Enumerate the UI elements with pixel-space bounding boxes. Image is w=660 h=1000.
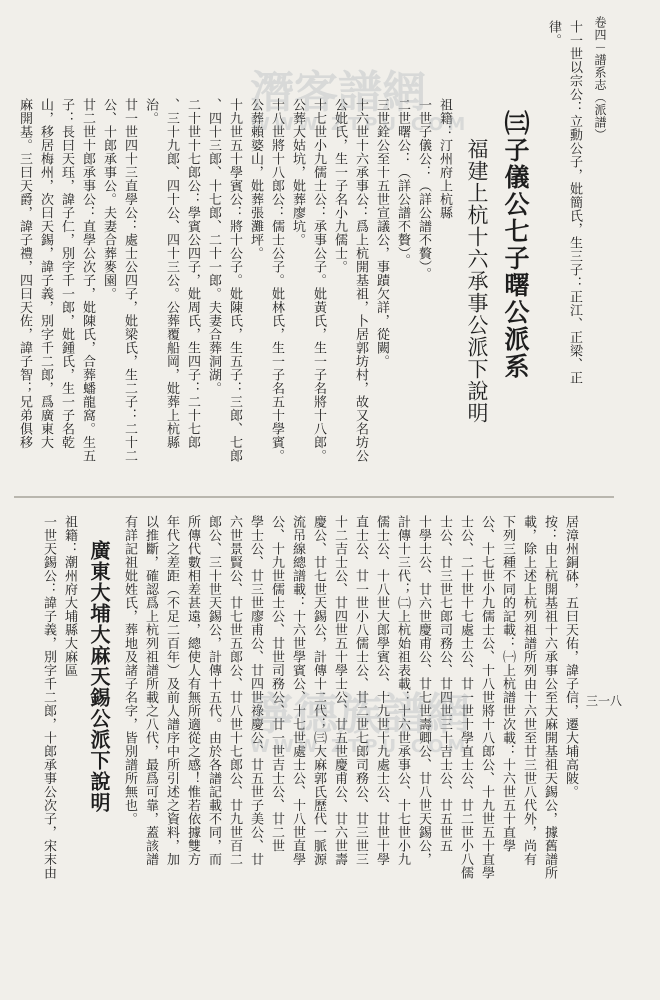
text-column: 公、十九世儒士公、廿世司務公、廿一世吉士公、廿二世: [269, 515, 284, 853]
text-column: 公葬賴婆山，妣葬張灘坪。: [248, 98, 263, 260]
text-column: 三世銓公至十五世宣議公，事蹟欠詳，從闕。: [374, 98, 389, 368]
text-column: 十六世十六承事公：爲上杭開基祖，卜居郭坊村，故又名坊公: [353, 98, 368, 463]
text-column: 律。: [546, 20, 561, 47]
text-column: 按：由上杭開基祖十六承事公至大麻開基祖天錫公，據舊譜所: [542, 515, 557, 880]
text-column: 六世景賢公、廿七世五郎公、廿八世十七郎公、廿九世百二: [227, 515, 242, 866]
text-column: 直士公、廿一世小八儒士公、廿二世七郎司務公、廿三世三: [353, 515, 368, 866]
text-column: 十七世小九儒士公：承事公子。妣黃氏，生一子名將十八郎。: [311, 98, 326, 463]
text-column: 士公、二十世十七處士公、廿一世十學直士公、廿二世小八儒: [458, 515, 473, 880]
text-column: 治。: [143, 98, 158, 125]
section-divider: [14, 496, 614, 498]
text-column: 廿一世四十三直學公：處士公四子，妣梁氏，生二子：二十二: [122, 98, 137, 463]
text-column: 子：長曰天珏，諱子仁，別字千一郎，妣鍾氏，生一子名乾: [59, 98, 74, 449]
text-column: 一世子儀公：（詳公譜不贅）。: [416, 98, 431, 281]
text-column: 、三十九郎、四十公、四十三公。公葬覆船岡，妣葬上杭縣: [164, 98, 179, 449]
watermark-bottom-chinese: 寧德族譜網: [250, 689, 470, 740]
text-column: 士公、廿三世七郎司務公、廿四世三十吉士公、廿五世五: [437, 515, 452, 853]
section-subtitle: 福建上杭十六承事公派下說明: [465, 138, 489, 424]
text-column: 有詳記祖妣姓氏，葬地及諸子名字，皆別譜所無也。: [122, 515, 137, 826]
text-column: 十學士公、廿六世慶甫公、廿七世壽卿公、廿八世天錫公，: [416, 515, 431, 866]
text-column: 二世曙公：（詳公譜不贅）。: [395, 98, 410, 267]
text-column: 流吊線總譜載：十六世學賓公、十七世處士公、十八世直學: [290, 515, 305, 866]
text-column: 祖籍：潮州府大埔縣大麻區: [62, 515, 77, 677]
text-column: 儒士公、十八世大郎學賓公、十九世十九處士公、廿世十學: [374, 515, 389, 866]
text-column: 廿二世十郎承事公：直學公次子，妣陳氏，合葬蟠龍窩。生五: [80, 98, 95, 463]
text-column: 山，移居梅州，次曰天錫，諱子義，別字千二郎，爲廣東大: [38, 98, 53, 449]
text-column: 祖籍：汀州府上杭縣: [437, 98, 452, 220]
volume-label: 卷四－譜系志（派譜）: [593, 16, 607, 141]
text-column: 十一世以宗公：立勳公子，妣簡氏，生三子：正江、正梁、正: [567, 20, 582, 385]
text-column: 一世天錫公：諱子義，別字千二郎，十郎承事公次子，宋末由: [41, 515, 56, 880]
watermark-top-url: WWW.ZTPU.COM: [250, 114, 470, 135]
text-column: 載，除上述上杭列祖譜所列由十六世至廿三世八代外，尚有: [521, 515, 536, 866]
text-column: 二十世十七郎公：學賓公四子，妣周氏，生四子：二十七郎: [185, 98, 200, 449]
text-column: 下列三種不同的記載：㈠上杭譜世次載：十六世五十直學: [500, 515, 515, 853]
text-column: 麻開基。三曰天爵，諱子禮，四曰天佐，諱子智；兄弟俱移: [17, 98, 32, 449]
text-column: 十八世將十八郎公：儒士公子。妣林氏，生一子名五十學賓。: [269, 98, 284, 463]
text-column: 十二吉士公、廿四世五十學士公、廿五世慶甫公、廿六世壽: [332, 515, 347, 866]
text-column: 以推斷，確認爲上杭列祖譜所載之八代，最爲可靠，蓋該譜: [143, 515, 158, 866]
text-column: 公葬大姑坑，妣葬廖坑。: [290, 98, 305, 247]
text-column: 公、十郎承事公。夫妻合葬麥園。: [101, 98, 116, 301]
text-column: 年代之差距（不足二百年）及前人譜序中所引述之資料，加: [164, 515, 179, 866]
text-column: 計傳十三代；㈡上杭始祖表載：十六世承事公、十七世小九: [395, 515, 410, 866]
text-column: 慶公、廿七世天錫公，計傳十二代；㈢大麻郭氏歷代一脈源: [311, 515, 326, 866]
watermark-top-chinese: 潛客譜網: [250, 67, 426, 118]
text-column: 公、十七世小九儒士公、十八世將十八郎公、十九世五十直學: [479, 515, 494, 880]
text-column: 郎公、三十世天錫公，計傳十五代。由於各譜記載不同，而: [206, 515, 221, 866]
text-column: 所傳代數相差甚遠，總使人有無所適從之感！惟若依據雙方: [185, 515, 200, 866]
page-number: 三一八: [586, 694, 623, 708]
text-column: 十九世五十學賓公：將十公子。妣陳氏，生五子：三郎、七郎: [227, 98, 242, 463]
text-column: 居漳州銅砵，五曰天佑，諱子信，遷大埔高陂。: [563, 515, 578, 799]
text-column: 公妣氏，生一子名小九儒士。: [332, 98, 347, 274]
text-column: 學士公、廿三世廖甫公、廿四世祿慶公、廿五世子美公、廿: [248, 515, 263, 866]
text-column: 、四十三郎、十七郎、二十一郎。夫妻合葬洞湖。: [206, 98, 221, 395]
watermark-bottom-url: WWW.ZTPU.COM: [250, 736, 470, 757]
section-title: ㈢子儀公七子曙公派系: [501, 110, 530, 380]
section-heading: 廣東大埔大麻天錫公派下說明: [87, 540, 111, 813]
